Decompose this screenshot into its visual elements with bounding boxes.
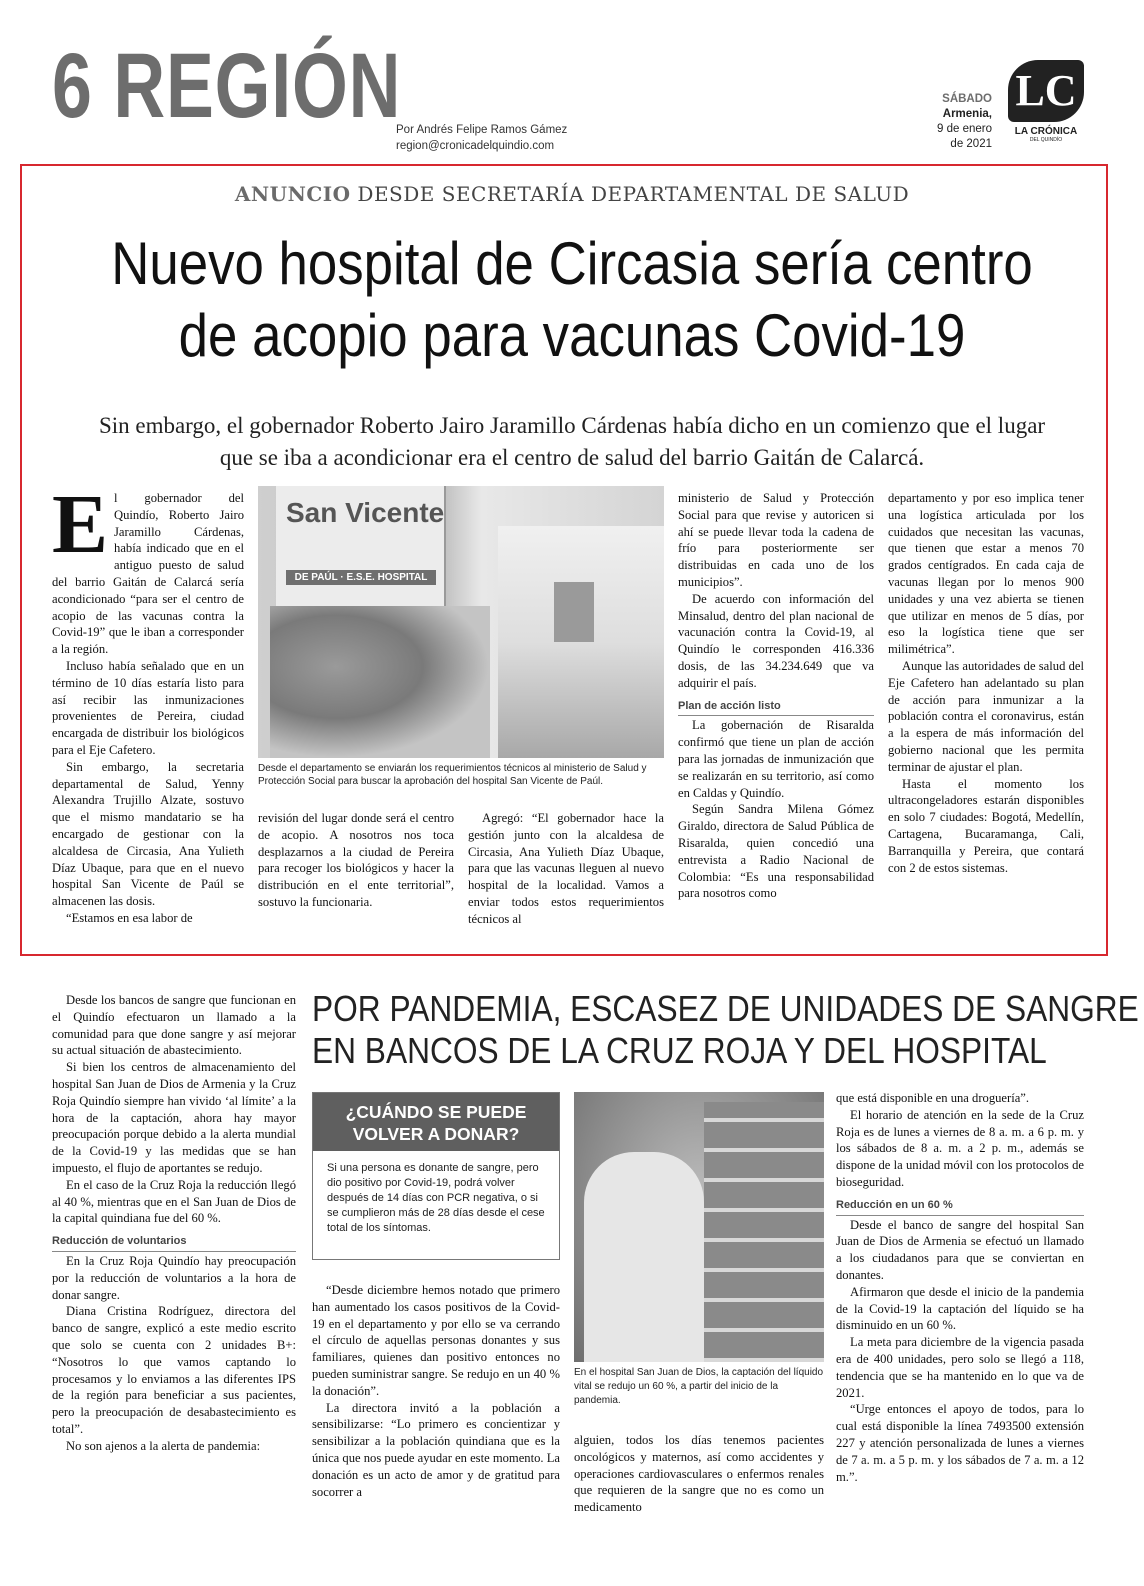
- paragraph: Diana Cristina Rodríguez, directora del banco de sangre, explicó a este medio escrito que solo se cuenta con 2 unidades B+: “Nosotros lo que vamos captando lo procesamos y lo enviamos a las diferentes IPS de la región para beneficiar a sus pacientes, pero la preocupación de desabastecimiento es total”.: [52, 1304, 296, 1436]
- paragraph: En el caso de la Cruz Roja la reducción llegó al 40 %, mientras que en el San Juan de Dios de la capital quindiana fue del 60 %.: [52, 1177, 296, 1226]
- paragraph: Si bien los centros de almacenamiento del hospital San Juan de Dios de Armenia y la Cruz Roja Quindío siempre han vivido ‘al límite’ a la hora de la captación, ahora hay mayor preocupación porque debido a la alerta mundial de la Covid-19 y las medidas que se han impuesto, el flujo de aportantes se redujo.: [52, 1060, 296, 1175]
- article-deck: [40, 410, 1104, 474]
- date-line2: de 2021: [950, 138, 992, 150]
- drop-cap: E: [52, 478, 109, 571]
- paragraph-text: l gobernador del Quindío, Roberto Jairo Jaramillo Cárdenas, había indicado que en el antiguo puesto de salud del barrio Gaitán de Calarcá sería acondicionado “para ser el centro de acopio de las vacunas contra la Covid-19” que le iban a corresponder a la región.: [52, 491, 244, 657]
- deck-line-2: que se iba a acondicionar era el centro de salud del barrio Gaitán de Calarcá.: [219, 445, 925, 470]
- newspaper-logo: [1008, 60, 1084, 150]
- paragraph: Agregó: “El gobernador hace la gestión junto con la alcaldesa de Circasia, Ana Yulieth Díaz Ubaque, para que las vacunas lleguen al nuevo hospital de la localidad. Vamos a enviar todos estos requerimientos técnicos al: [468, 811, 664, 926]
- photo-shelves: [704, 1102, 824, 1362]
- paragraph: El horario de atención en la sede de la Cruz Roja es de lunes a viernes de 8 a. m. a 6 p. m. y los sábados de 8 a. m. a 2 p. m., además se dispone de la unidad móvil con los protocolos de bioseguridad.: [836, 1107, 1084, 1189]
- hospital-photo: [258, 486, 664, 758]
- logo-name: LA CRÓNICA: [1014, 126, 1078, 137]
- paragraph: ministerio de Salud y Protección Social para que revise y autoricen si ahí se puede llevar toda la cadena de frío para posteriormente ser distribuidas en cada uno de los municipios”.: [678, 491, 874, 589]
- paragraph: [52, 478, 244, 658]
- paragraph: que está disponible en una droguería”.: [836, 1091, 1030, 1105]
- paragraph: En la Cruz Roja Quindío hay preocupación por la reducción de voluntarios a la hora de donar sangre.: [52, 1253, 296, 1302]
- second-article-column-4: [836, 1090, 1084, 1485]
- paragraph: “Desde diciembre hemos notado que primero han aumentado los casos positivos de la Covid-19 en el departamento y por ello se va cerrando el círculo de aquellas personas donantes y sus familiares, quienes dan positivo entonces no pueden suministrar sangre. Se redujo en un 40 % la donación”.: [312, 1283, 560, 1398]
- second-article-column-1: [52, 992, 296, 1455]
- photo-brand-text: San Vicente: [286, 497, 445, 528]
- paragraph: Afirmaron que desde el inicio de la pandemia de la Covid-19 la captación del líquido se ha disminuido en un 60 %.: [836, 1284, 1084, 1333]
- paragraph: Desde los bancos de sangre que funcionan en el Quindío efectuaron un llamado a la comunidad para que done sangre y así mejorar su actual situación de abastecimiento.: [52, 993, 296, 1058]
- byline: [396, 122, 567, 154]
- paragraph: Aunque las autoridades de salud del Eje Cafetero han adelantado su plan de acción para inmunizar a la población contra el coronavirus, están a la espera de más información del gobierno nacional que les permita terminar de ajustar el plan.: [888, 658, 1084, 774]
- logo-mark: LC: [1008, 60, 1084, 122]
- article-column-4: [888, 490, 1084, 876]
- paragraph: departamento y por eso implica tener una logística articulada por los cuidados que necesitan las vacunas, que tienen que estar a menos 70 grados centígrados. En cada caja de vacunas llegan por lo menos 900 unidades y una vez abierta se tienen que utilizar en menos de 5 días, por eso la logística tiene que ser milimétrica”.: [888, 491, 1084, 657]
- blood-bank-photo: [574, 1092, 824, 1362]
- photo-caption: Desde el departamento se enviarán los requerimientos técnicos al ministerio de Salud y Protección Social para buscar la aprobación del hospital San Vicente de Paúl.: [258, 763, 647, 787]
- deck-line-1: Sin embargo, el gobernador Roberto Jairo Jaramillo Cárdenas había dicho en un comienzo que el lugar: [98, 413, 1046, 438]
- headline-line-2: de acopio para vacunas Covid-19: [178, 302, 966, 369]
- section-title: 6 REGIÓN: [52, 35, 402, 137]
- photo-door: [554, 582, 594, 642]
- paragraph: revisión del lugar donde será el centro de acopio. A nosotros nos toca desplazarnos a la ciudad de Pereira para recoger los biológicos y hacer la distribución en el ente territorial”, sostuvo la funcionaria.: [258, 811, 454, 909]
- logo-subname: DEL QUINDÍO: [1029, 137, 1063, 143]
- kicker-rest: DESDE SECRETARÍA DEPARTAMENTAL DE SALUD: [350, 182, 910, 206]
- paragraph: alguien, todos los días tenemos pacientes oncológicos y maternos, así como accidentes y operaciones cardiovasculares o enfermos renales que requieren de la sangre que no es como un medicamento: [574, 1433, 824, 1515]
- photo-brand-sub: DE PAÚL · E.S.E. HOSPITAL: [286, 570, 436, 585]
- paragraph: Hasta el momento los ultracongeladores estarán disponibles en solo 7 ciudades: Bogotá, Medellín, Cartagena, Bucaramanga, Cali, Barranquilla y Pereira, que contará con 2 de estos sistemas.: [888, 776, 1084, 875]
- second-article-column-3: [574, 1432, 824, 1516]
- paragraph: De acuerdo con información del Minsalud, dentro del plan nacional de vacunación contra la Covid-19, al Quindío le corresponden 416.336 dosis, de las 34.234.649 que va adquirir el país.: [678, 591, 874, 690]
- article-headline: [104, 228, 1040, 372]
- article-kicker: [0, 182, 1144, 206]
- paragraph: Según Sandra Milena Gómez Giraldo, directora de Salud Pública de Risaralda, quien concedió una entrevista a Radio Nacional de Colombia: “Es una responsabilidad para nosotros como: [678, 802, 874, 901]
- subhead: Reducción de voluntarios: [52, 1233, 296, 1252]
- kicker-strong: ANUNCIO: [234, 182, 351, 206]
- headline-line-1: POR PANDEMIA, ESCASEZ DE UNIDADES DE SANGRE: [312, 988, 1139, 1029]
- info-box-title: ¿CUÁNDO SE PUEDE VOLVER A DONAR?: [313, 1093, 559, 1151]
- second-article-column-2: [312, 1282, 560, 1500]
- photo-worker: [584, 1152, 704, 1362]
- date-day: SÁBADO: [942, 93, 992, 105]
- article-column-2: [258, 810, 454, 911]
- paragraph: Incluso había señalado que en un término de 10 días estaría listo para así recibir las inmunizaciones provenientes de Pereira, ciudad encargada de distribuir los biológicos para el Eje Cafetero.: [52, 658, 244, 757]
- article-column-3: [678, 490, 874, 902]
- info-box-body: Si una persona es donante de sangre, pero dio positivo por Covid-19, podrá volver después de 14 días con PCR negativa, o si se cumplieron más de 28 días desde el cese total de los síntomas.: [327, 1162, 545, 1234]
- paragraph: Sin embargo, la secretaria departamental de Salud, Yenny Alexandra Trujillo Alzate, sostuvo que el mismo mandatario se ha encargado de gestionar con la alcaldesa de Circasia, Ana Yulieth Díaz Ubaque, para que en el nuevo hospital San Vicente de Paúl se almacenen las dosis.: [52, 759, 244, 909]
- paragraph: No son ajenos a la alerta de pandemia:: [66, 1438, 261, 1453]
- headline-line-1: Nuevo hospital de Circasia sería centro: [111, 230, 1033, 297]
- paragraph: La directora invitó a la población a sensibilizarse: “Lo primero es concientizar y sensibilizar a la población quindiana que es la única que nos puede ayudar en este momento. La donación es un acto de amor y de gratitud para socorrer a: [312, 1400, 560, 1499]
- article-column-2b: [468, 810, 664, 928]
- subhead: Plan de acción listo: [678, 698, 874, 717]
- paragraph: “Urge entonces el apoyo de todos, para lo cual está disponible la línea 7493500 extensión 227 y atención personalizada de lunes a viernes de 7 a. m. a 5 p. m. y los sábados de 7 a. m. a 12 m.”.: [836, 1402, 1084, 1484]
- article-column-1: [52, 478, 244, 927]
- headline-line-2: EN BANCOS DE LA CRUZ ROJA Y DEL HOSPITAL: [312, 1030, 1047, 1071]
- photo-caption: En el hospital San Juan de Dios, la captación del líquido vital se redujo un 60 %, a partir del inicio de la pandemia.: [574, 1367, 824, 1406]
- date-city: Armenia,: [942, 108, 992, 120]
- date-line1: 9 de enero: [937, 123, 992, 135]
- byline-author: Por Andrés Felipe Ramos Gámez: [396, 124, 568, 136]
- paragraph: La meta para diciembre de la vigencia pasada era de 400 unidades, pero solo se llegó a 118, tendencia que se ha mantenido en lo que va de 2021.: [836, 1335, 1084, 1400]
- byline-email: region@cronicadelquindio.com: [396, 140, 555, 152]
- paragraph: La gobernación de Risaralda confirmó que tiene un plan de acción para las jornadas de inmunización que se realizarán en su territorio, así como en Caldas y Quindío.: [678, 718, 874, 800]
- info-box: [312, 1092, 560, 1260]
- second-article-headline: [312, 988, 1139, 1072]
- subhead: Reducción en un 60 %: [836, 1197, 1084, 1216]
- paragraph: “Estamos en esa labor de: [66, 910, 193, 925]
- issue-date: [937, 92, 992, 152]
- photo-hallway: [498, 526, 664, 758]
- photo-people: [270, 606, 490, 758]
- paragraph: Desde el banco de sangre del hospital San Juan de Dios de Armenia se efectuó un llamado a los ciudadanos para que se conviertan en donantes.: [836, 1217, 1084, 1282]
